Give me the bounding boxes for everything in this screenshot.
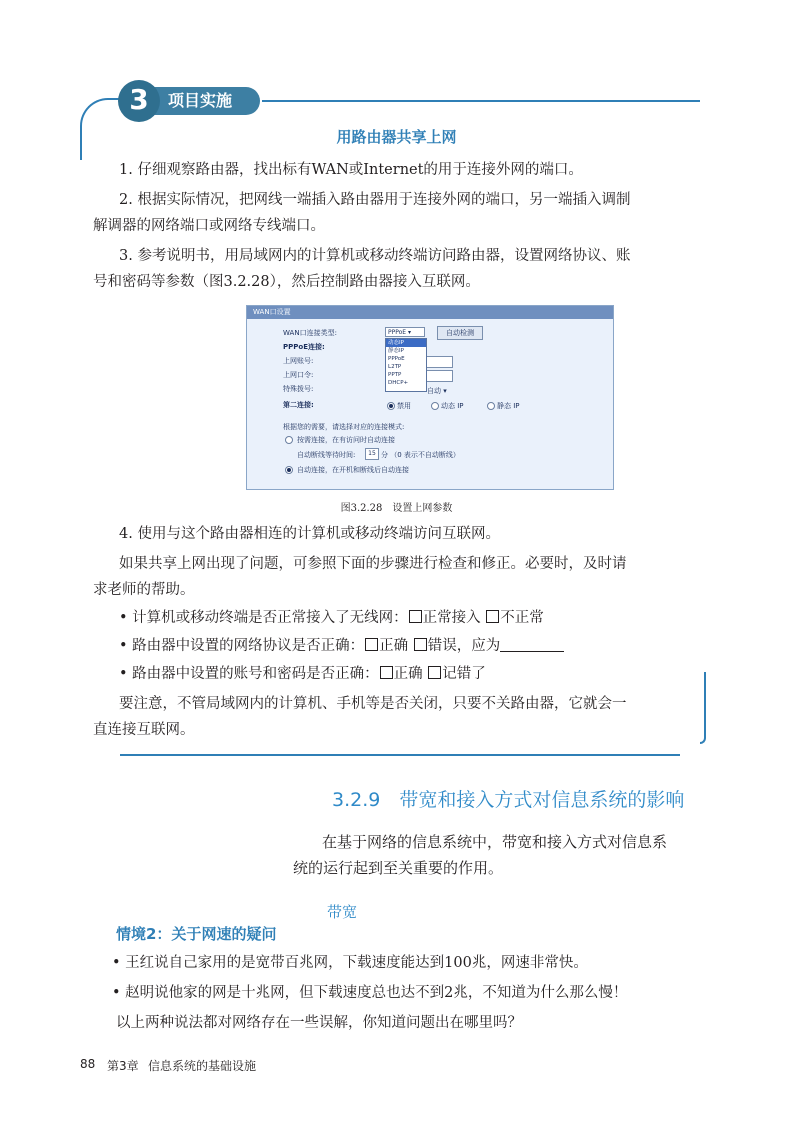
special-label: 特殊拨号: <box>283 385 314 393</box>
mode-label: 根据您的需要，请选择对应的连接模式: <box>283 423 405 431</box>
step-2-line-1: 2. 根据实际情况，把网线一端插入路由器用于连接外网的端口，另一端插入调制 <box>119 192 631 208</box>
checkbox <box>486 610 499 623</box>
conn-type-label: WAN口连接类型: <box>283 329 337 337</box>
checkbox <box>414 638 427 651</box>
pppoe-label: PPPoE连接: <box>283 343 325 351</box>
password-input <box>425 370 453 382</box>
wan-settings-screenshot <box>246 305 614 490</box>
dropdown-option: DHCP+ <box>388 380 409 386</box>
radio-ondemand <box>285 436 293 444</box>
conn-type-dropdown <box>385 338 427 392</box>
note-line-2: 直连接互联网。 <box>93 722 195 738</box>
scenario-title: 情境2：关于网速的疑问 <box>116 925 277 943</box>
detect-button: 自动检测 <box>437 326 483 340</box>
dropdown-option: PPPoE <box>388 356 405 362</box>
scenario-bullet-2: • 赵明说他家的网是十兆网，但下载速度总也达不到2兆，不知道为什么那么慢！ <box>112 985 628 1001</box>
idle-input: 15 <box>365 448 379 460</box>
page-number: 88 <box>80 1057 96 1071</box>
trouble-line-2: 求老师的帮助。 <box>93 582 195 598</box>
account-input <box>425 356 453 368</box>
footer-chapter: 第3章 <box>107 1059 139 1073</box>
screenshot-title-bar: WAN口设置 <box>247 306 613 319</box>
subheading-bandwidth: 带宽 <box>327 903 358 921</box>
fill-blank <box>500 639 564 652</box>
section-intro-line-2: 统的运行起到至关重要的作用。 <box>293 859 504 877</box>
radio-auto <box>285 466 293 474</box>
checkbox <box>380 666 393 679</box>
radio-static <box>487 402 495 410</box>
password-label: 上网口令: <box>283 371 314 379</box>
footer-chapter-title: 信息系统的基础设施 <box>148 1059 257 1073</box>
header-rule <box>262 100 700 102</box>
dropdown-option: L2TP <box>388 364 402 370</box>
checkbox <box>428 666 441 679</box>
activity-frame-bottom <box>120 754 680 756</box>
figure-caption: 图3.2.28 设置上网参数 <box>340 503 453 514</box>
note-line-1: 要注意，不管局域网内的计算机、手机等是否关闭，只要不关路由器，它就会一 <box>119 696 627 712</box>
mode-ondemand-label: 按需连接，在有访问时自动连接 <box>297 436 395 444</box>
step-4: 4. 使用与这个路由器相连的计算机或移动终端访问互联网。 <box>119 526 500 542</box>
checkbox <box>365 638 378 651</box>
dropdown-option: 动态IP <box>386 339 426 347</box>
second-conn-label: 第二连接: <box>283 401 314 409</box>
special-value: 自动 ▾ <box>427 387 447 395</box>
account-label: 上网账号: <box>283 357 314 365</box>
scenario-bullet-1: • 王红说自己家用的是宽带百兆网，下载速度能达到100兆，网速非常快。 <box>112 955 588 971</box>
check-item-2: • 路由器中设置的网络协议是否正确： 正确 错误，应为 <box>119 636 564 656</box>
check-item-3: • 路由器中设置的账号和密码是否正确： 正确 记错了 <box>119 666 486 682</box>
conn-type-value: PPPoE <box>388 329 407 336</box>
step-3-line-1: 3. 参考说明书，用局域网内的计算机或移动终端访问路由器，设置网络协议、账 <box>119 248 631 264</box>
dropdown-option: 静态IP <box>388 348 404 354</box>
section-tab-label: 项目实施 <box>168 91 233 110</box>
idle-unit: 分 （0 表示不自动断线） <box>381 451 460 459</box>
scenario-question: 以上两种说法都对网络存在一些误解，你知道问题出在哪里吗？ <box>116 1015 522 1031</box>
radio-dynamic-label: 动态 IP <box>441 402 464 410</box>
dropdown-option: PPTP <box>388 372 402 378</box>
idle-label: 自动断线等待时间: <box>297 451 356 459</box>
check-item-1: • 计算机或移动终端是否正常接入了无线网： 正常接入 不正常 <box>119 610 544 626</box>
activity-title: 用路由器共享上网 <box>336 128 457 146</box>
section-title: 3.2.9 带宽和接入方式对信息系统的影响 <box>332 789 685 811</box>
activity-frame-corner <box>700 672 706 744</box>
step-2-line-2: 解调器的网络端口或网络专线端口。 <box>93 218 325 234</box>
section-tab <box>150 87 260 115</box>
section-intro-line-1: 在基于网络的信息系统中，带宽和接入方式对信息系 <box>322 833 668 851</box>
step-1: 1. 仔细观察路由器，找出标有WAN或Internet的用于连接外网的端口。 <box>119 162 583 178</box>
checkbox <box>409 610 422 623</box>
mode-auto-label: 自动连接，在开机和断线后自动连接 <box>297 466 409 474</box>
section-number-badge: 3 <box>118 80 160 122</box>
conn-type-select: PPPoE ▾ <box>385 327 425 337</box>
step-3-line-2: 号和密码等参数（图3.2.28），然后控制路由器接入互联网。 <box>93 274 480 290</box>
radio-static-label: 静态 IP <box>497 402 520 410</box>
radio-disabled <box>387 402 395 410</box>
radio-dynamic <box>431 402 439 410</box>
trouble-line-1: 如果共享上网出现了问题，可参照下面的步骤进行检查和修正。必要时，及时请 <box>119 556 627 572</box>
radio-disabled-label: 禁用 <box>397 402 411 410</box>
